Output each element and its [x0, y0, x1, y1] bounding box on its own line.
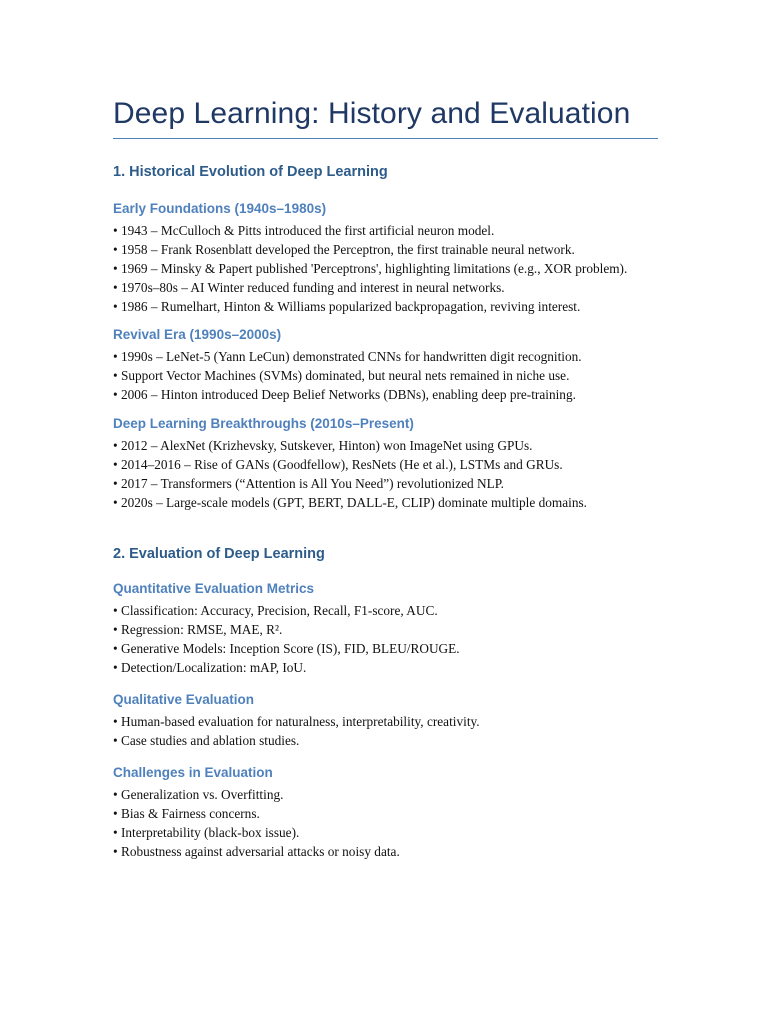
document-page — [113, 92, 658, 861]
subsection-early-foundations — [113, 199, 658, 316]
subheading-quantitative: Quantitative Evaluation Metrics — [113, 581, 315, 596]
subsection-breakthroughs — [113, 414, 658, 512]
title-divider — [113, 138, 658, 139]
list-item: • 1990s – LeNet-5 (Yann LeCun) demonstrated CNNs for handwritten digit recognition. — [113, 349, 582, 364]
list-item: • 2017 – Transformers (“Attention is All You Need”) revolutionized NLP. — [113, 476, 504, 491]
list-item: • 1943 – McCulloch & Pitts introduced the first artificial neuron model. — [113, 223, 495, 238]
list-item: • Detection/Localization: mAP, IoU. — [113, 660, 307, 675]
list-breakthroughs — [113, 436, 658, 512]
subsection-qualitative — [113, 690, 658, 750]
list-item: • Bias & Fairness concerns. — [113, 806, 260, 821]
list-item: • Case studies and ablation studies. — [113, 733, 300, 748]
list-item: • Interpretability (black-box issue). — [113, 825, 300, 840]
list-quantitative — [113, 601, 658, 677]
list-item: • 2020s – Large-scale models (GPT, BERT, DALL-E, CLIP) dominate multiple domains. — [113, 495, 587, 510]
section-heading-history: 1. Historical Evolution of Deep Learning — [113, 164, 388, 180]
list-item: • 2014–2016 – Rise of GANs (Goodfellow), ResNets (He et al.), LSTMs and GRUs. — [113, 457, 563, 472]
list-item: • Classification: Accuracy, Precision, Recall, F1-score, AUC. — [113, 603, 438, 618]
subsection-challenges — [113, 763, 658, 861]
subheading-challenges: Challenges in Evaluation — [113, 765, 273, 780]
list-early-foundations — [113, 221, 658, 316]
list-item: • 2006 – Hinton introduced Deep Belief Networks (DBNs), enabling deep pre-training. — [113, 387, 576, 402]
subsection-revival-era — [113, 325, 658, 404]
subheading-qualitative: Qualitative Evaluation — [113, 692, 255, 707]
list-item: • Support Vector Machines (SVMs) dominated, but neural nets remained in niche use. — [113, 368, 570, 383]
list-qualitative — [113, 712, 658, 750]
list-item: • 1958 – Frank Rosenblatt developed the Perceptron, the first trainable neural network. — [113, 242, 575, 257]
section-heading-evaluation: 2. Evaluation of Deep Learning — [113, 546, 325, 562]
list-item: • Regression: RMSE, MAE, R². — [113, 622, 283, 637]
list-revival-era — [113, 347, 658, 404]
document-title: Deep Learning: History and Evaluation — [113, 97, 631, 130]
list-item: • 1970s–80s – AI Winter reduced funding and interest in neural networks. — [113, 280, 505, 295]
list-item: • 1986 – Rumelhart, Hinton & Williams popularized backpropagation, reviving interest. — [113, 299, 581, 314]
list-item: • Generative Models: Inception Score (IS), FID, BLEU/ROUGE. — [113, 641, 460, 656]
subheading-early-foundations: Early Foundations (1940s–1980s) — [113, 201, 327, 216]
subheading-breakthroughs: Deep Learning Breakthroughs (2010s–Present) — [113, 416, 414, 431]
subsection-quantitative — [113, 579, 658, 677]
list-item: • 2012 – AlexNet (Krizhevsky, Sutskever, Hinton) won ImageNet using GPUs. — [113, 438, 533, 453]
list-item: • Human-based evaluation for naturalness, interpretability, creativity. — [113, 714, 480, 729]
subheading-revival-era: Revival Era (1990s–2000s) — [113, 327, 282, 342]
list-challenges — [113, 785, 658, 861]
list-item: • Robustness against adversarial attacks or noisy data. — [113, 844, 400, 859]
list-item: • 1969 – Minsky & Papert published 'Perceptrons', highlighting limitations (e.g., XOR problem). — [113, 261, 628, 276]
list-item: • Generalization vs. Overfitting. — [113, 787, 284, 802]
